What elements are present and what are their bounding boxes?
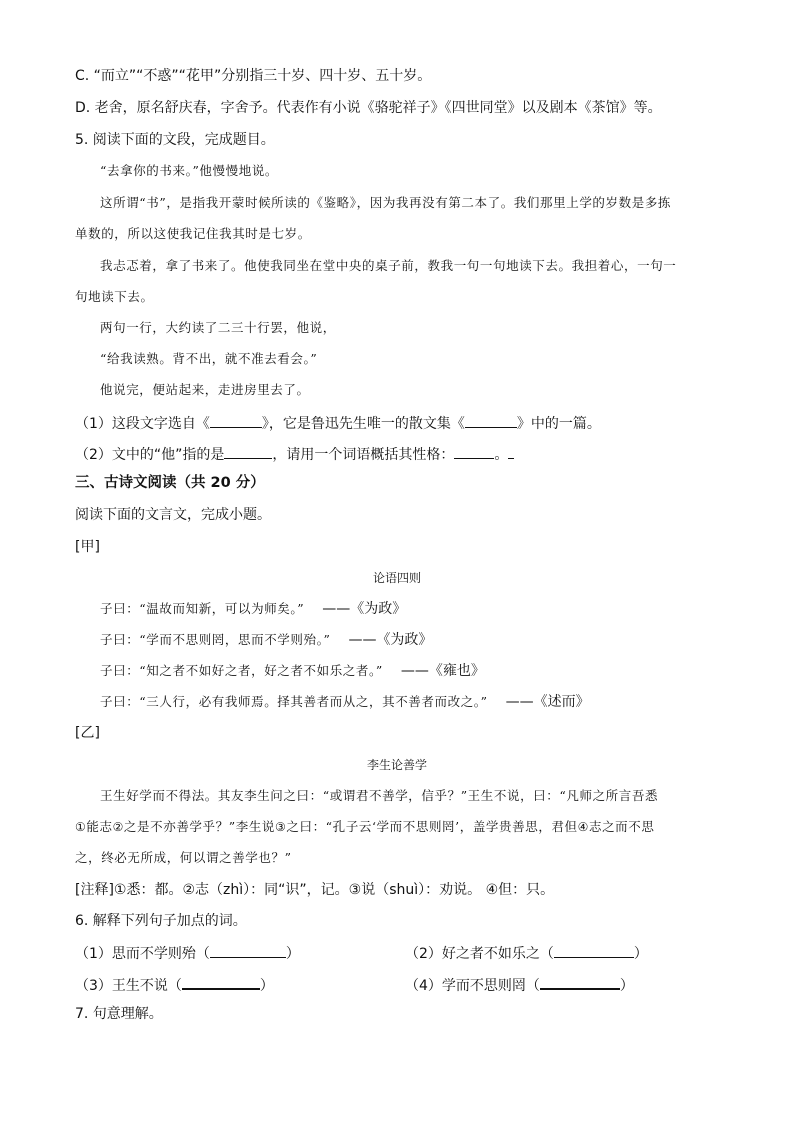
answer-blank[interactable] [182,974,260,990]
analects-text: 子曰：“三人行，必有我师焉。择其善者而从之，其不善者而改之。” [100,694,488,709]
text-segment: 之是不亦善学乎？”李生说 [123,819,276,834]
sub-1-middle: 》，它是鲁迅先生唯一的散文集《 [261,416,465,432]
sub-2-middle: ，请用一个词语概括其性格： [272,447,455,463]
text-segment: 能志 [86,819,113,834]
question-5-sub-1 [75,413,601,433]
analects-text: 子曰：“温故而知新，可以为师矣。” [100,601,305,616]
question-5-stem: 5. 阅读下面的文段，完成题目。 [75,132,275,148]
passage-line: “去拿你的书来。”他慢慢地说。 [100,163,279,178]
classical-text-line-3: 之，终必无所成，何以谓之善学也？” [75,850,292,865]
item-close: ） [619,978,634,994]
question-6-item-4 [405,974,634,995]
question-6-item-2 [405,943,648,963]
analects-line [100,693,590,711]
option-d: D. 老舍，原名舒庆春，字舍予。代表作有小说《骆驼祥子》《四世同堂》以及剧本《茶馆》等。 [75,100,662,116]
classical-text-line-2 [75,818,655,836]
passage-label-jia: [甲] [75,539,100,555]
analects-text: 子曰：“知之者不如好之者，好之者不如乐之者。” [100,663,383,678]
item-text: （2）好之者不如乐之（ [405,946,554,962]
answer-blank[interactable] [540,974,620,990]
text-segment: 志之而不思 [588,819,655,834]
question-6-item-3 [75,974,274,995]
note-marker: ① [75,820,87,834]
question-6-item-1 [75,943,300,963]
analects-source: ——《雍也》 [400,663,485,679]
annotations: [注释]①悉：都。②志（zhì）：同“识”，记。③说（shuì）：劝说。 ④但：只。 [75,882,555,898]
classical-text-line-1: 王生好学而不得法。其友李生问之曰：“或谓君不善学，信乎？”王生不说，曰：“凡师之所言吾悉 [100,788,659,803]
underline-tail [508,444,514,459]
item-close: ） [633,946,648,962]
sub-1-suffix: 》中的一篇。 [516,416,601,432]
analects-source: ——《述而》 [505,694,590,710]
section-3-intro: 阅读下面的文言文，完成小题。 [75,507,271,523]
passage-line: “给我读熟。背不出，就不准去看会。” [100,351,318,366]
analects-line [100,600,406,618]
item-text: （1）思而不学则殆（ [75,946,210,962]
item-close: ） [259,978,274,994]
note-marker: ④ [577,820,589,834]
sub-2-prefix: （2）文中的“他”指的是 [75,447,225,463]
analects-line [100,631,432,649]
item-text: （4）学而不思则罔（ [405,978,540,994]
analects-source: ——《为政》 [322,601,407,617]
answer-blank-collection[interactable] [465,413,517,428]
passage-line: 两句一行，大约读了二三十行罢，他说， [100,320,336,335]
answer-blank[interactable] [210,943,286,958]
question-6-stem: 6. 解释下列句子加点的词。 [75,913,247,929]
sub-1-prefix: （1）这段文字选自《 [75,416,210,432]
passage-line: 单数的，所以这使我记住我其时是七岁。 [75,226,311,241]
answer-blank-person[interactable] [224,444,272,459]
sub-2-suffix: 。 [494,447,509,463]
passage-title-yi: 李生论善学 [366,758,427,772]
answer-blank[interactable] [554,943,634,958]
passage-line: 我忐忑着，拿了书来了。他使我同坐在堂中央的桌子前，教我一句一句地读下去。我担着心，一句一 [100,258,677,273]
analects-line [100,662,485,680]
note-marker: ③ [275,820,287,834]
analects-source: ——《为政》 [348,632,433,648]
passage-label-yi: [乙] [75,725,100,741]
passage-line: 他说完，便站起来，走进房里去了。 [100,382,310,397]
answer-blank-book[interactable] [210,413,262,428]
passage-line: 句地读下去。 [75,289,154,304]
passage-title-jia: 论语四则 [372,571,421,585]
analects-text: 子曰：“学而不思则罔，思而不学则殆。” [100,632,331,647]
option-c: C. “而立”“不惑”“花甲”分别指三十岁、四十岁、五十岁。 [75,68,432,84]
passage-line: 这所谓“书”，是指我开蒙时候所读的《鉴略》，因为我再没有第二本了。我们那里上学的岁数是多拣 [100,195,672,210]
item-text: （3）王生不说（ [75,978,182,994]
section-3-heading: 三、古诗文阅读（共 20 分） [75,475,265,491]
answer-blank-character[interactable] [454,444,494,459]
note-marker: ② [112,820,124,834]
question-7-stem: 7. 句意理解。 [75,1006,163,1022]
item-close: ） [285,946,300,962]
text-segment: 之曰：“孔子云‘学而不思则罔’，盖学贵善思，君但 [286,819,578,834]
question-5-sub-2 [75,444,514,464]
